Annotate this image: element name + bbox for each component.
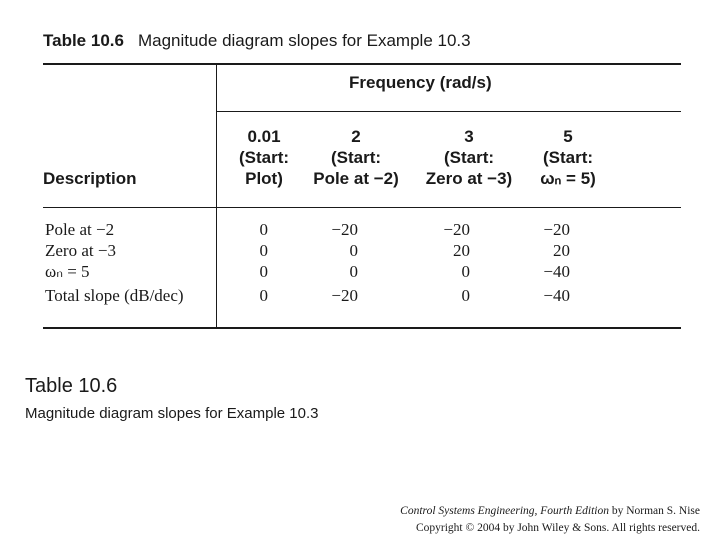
table-cell: 0 [461,262,470,281]
table-cell: −20 [331,286,358,305]
credit-line-book [400,503,700,520]
table-cell: −40 [543,286,570,305]
table-title-text: Magnitude diagram slopes for Example 10.3 [137,31,471,50]
table-title [43,31,471,51]
description-header: Description [43,169,137,188]
caption-subtitle: Magnitude diagram slopes for Example 10.3 [25,405,319,422]
column-header-freq: 3 [464,127,474,146]
credit-line-copyright: Copyright © 2004 by John Wiley & Sons. All rights reserved. [415,522,700,534]
table-cell: 0 [259,241,268,260]
column-header-0.01 [233,126,295,189]
table-cell: 0 [259,220,268,239]
table-cell: 20 [553,241,570,260]
table-cell: 0 [349,262,358,281]
caption-title: Table 10.6 [25,375,118,397]
table-cell: 0 [349,241,358,260]
column-header-start: (Start: [330,148,382,167]
table-cell: 0 [259,286,268,305]
table-number: Table 10.6 [43,31,124,50]
frequency-header: Frequency (rad/s) [349,73,492,92]
row-label-zero: Zero at −3 [45,241,116,260]
column-header-start: (Start: [443,148,495,167]
copyright-credit [400,503,700,537]
column-header-note: Pole at −2) [313,169,399,188]
table-cell: −20 [443,220,470,239]
frequency-header-rule [217,111,681,112]
table-cell: −20 [331,220,358,239]
row-label-total-slope: Total slope (dB/dec) [45,286,184,305]
table-header-rule [43,207,681,208]
column-header-note: Zero at −3) [425,169,513,188]
table-column-divider [216,65,217,327]
book-title: Control Systems Engineering, Fourth Edition [400,505,609,517]
column-header-2 [305,126,407,189]
column-header-note: ωₙ = 5) [540,169,596,188]
column-header-5 [530,126,606,189]
row-label-pole: Pole at −2 [45,220,115,239]
row-label-omega: ωₙ = 5 [45,262,90,281]
table-top-rule [43,63,681,65]
column-header-freq: 0.01 [247,127,281,146]
column-header-3 [416,126,522,189]
column-header-freq: 5 [563,127,573,146]
table-cell: 0 [461,286,470,305]
book-author: by Norman S. Nise [608,505,700,517]
column-header-start: (Start: [542,148,594,167]
table-cell: 0 [259,262,268,281]
column-header-start: (Start: [238,148,290,167]
table-cell: 20 [453,241,470,260]
column-header-freq: 2 [351,127,361,146]
table-cell: −20 [543,220,570,239]
column-header-note: Plot) [245,169,283,188]
table-cell: −40 [543,262,570,281]
table-bottom-rule [43,327,681,329]
